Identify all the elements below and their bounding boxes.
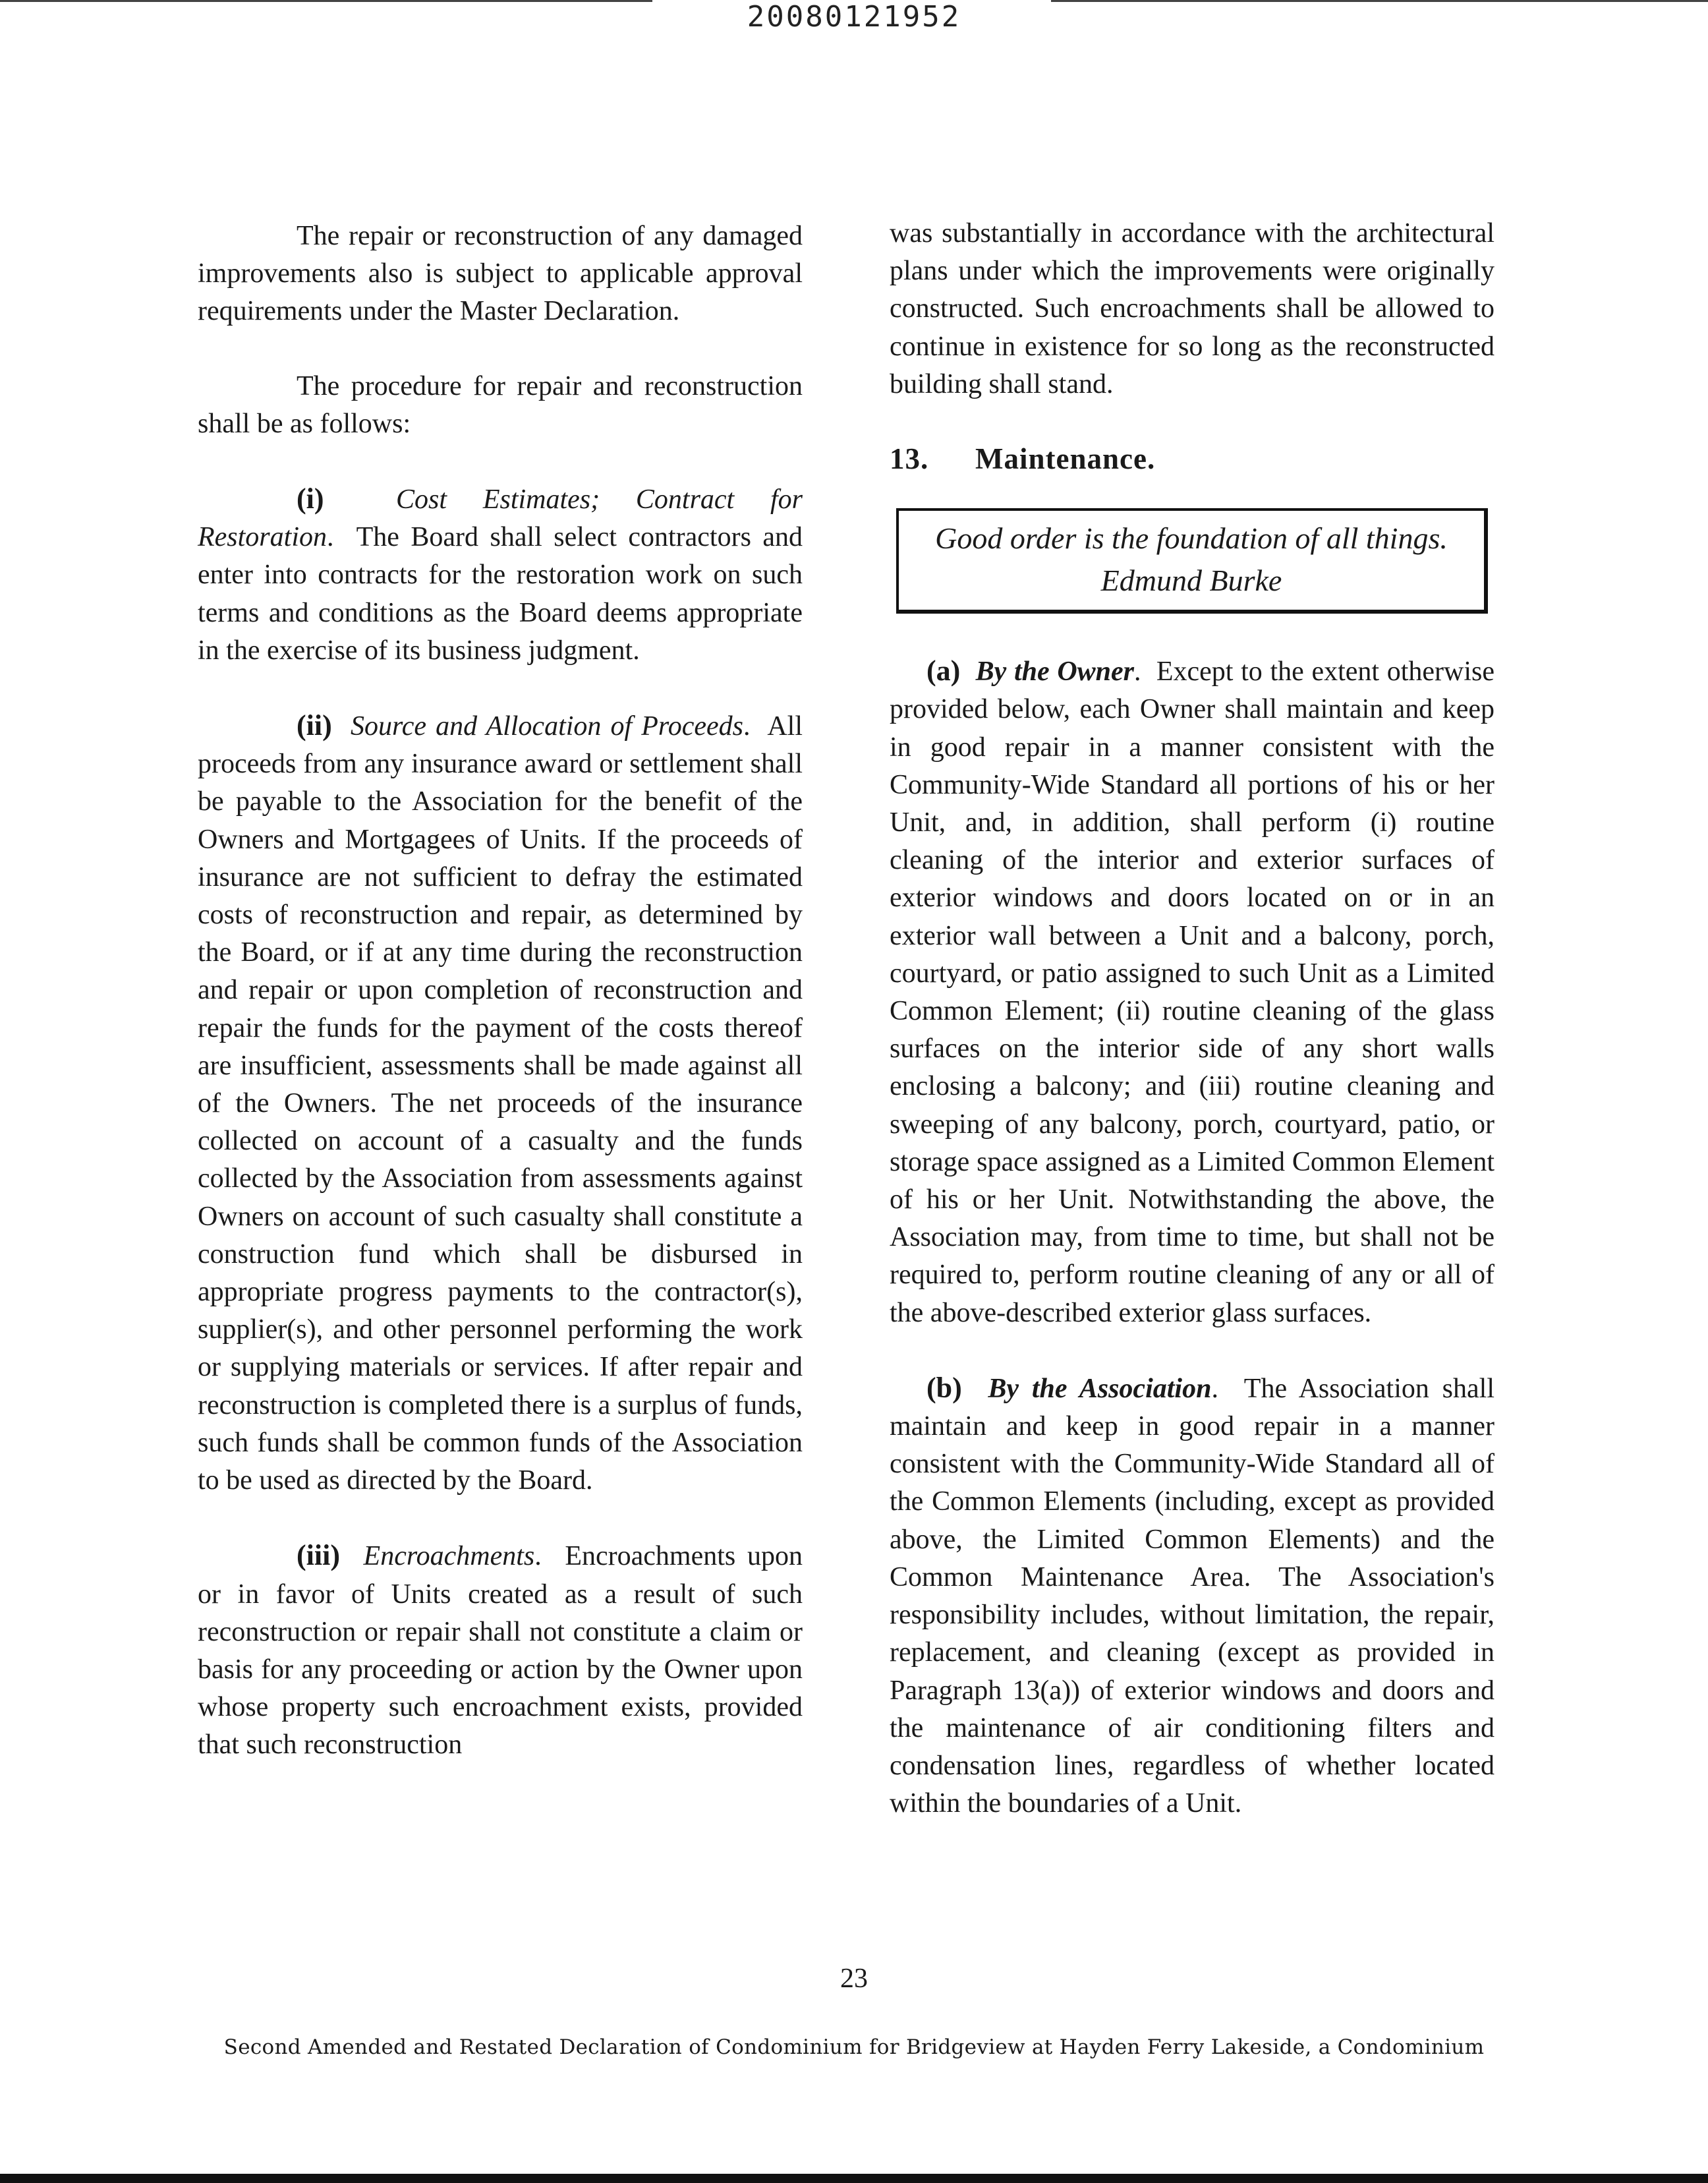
by-association-paragraph: (b) By the Association. The Association shall maintain and keep in good repair in a manner consistent with the Community-Wide Standard all of the Common Elements (including, except as provided above, the Limited Common Elements) and the Common Maintenance Area. The Association's responsibility includes, without limitation, the repair, replacement, and cleaning (except as provided in Paragraph 13(a)) of exterior windows and doors and the maintenance of air conditioning filters and condensation lines, regardless of whether located within the boundaries of a Unit.	[890, 1371, 1495, 1819]
document-footer: Second Amended and Restated Declaration of Condominium for Bridgeview at Hayden Ferry Lakeside, a Condominium	[223, 2035, 1485, 2059]
item-label: (ii)	[297, 709, 332, 742]
item-text: All proceeds from any insurance award or settlement shall be payable to the Association for the benefit of the Owners and Mortgagees of Units. If the proceeds of insurance are not sufficient to defray the estimated costs of reconstruction and repair, as determined by the Board, or if at any time during the reconstruction and repair or upon completion of reconstruction and repair the funds for the payment of the costs thereof are insufficient, assessments shall be made against all of the Owners. The net proceeds of the insurance collected on account of a casualty and the funds collected by the Association from assessments against Owners on account of such casualty shall constitute a construction fund which shall be disbursed in appropriate progress payments to the contractor(s), supplier(s), and other personnel performing the work or supplying materials or services. If after repair and reconstruction is completed there is a surplus of funds, such funds shall be common funds of the Association to be used as directed by the Board.	[198, 711, 803, 1496]
scan-bottom-border	[0, 2174, 1708, 2183]
encroachments-paragraph: (iii) Encroachments. Encroachments upon or in favor of Units created as a result of such reconstruction or repair shall not constitute a claim or basis for any proceeding or action by the Owner upon whose property such encroachment exists, provided that such reconstruction	[198, 1539, 803, 1761]
by-owner-paragraph: (a) By the Owner. Except to the extent otherwise provided below, each Owner shall maintain and keep in good repair in a manner consistent with the Community-Wide Standard all portions of his or her Unit, and, in addition, shall perform (i) routine cleaning of the interior and exterior surfaces of exterior windows and doors located on or in an exterior wall between a Unit and a balcony, porch, courtyard, or patio assigned to such Unit as a Limited Common Element; (ii) routine cleaning of the glass surfaces on the interior side of any short walls enclosing a balcony; and (iii) routine cleaning and sweeping of any balcony, porch, courtyard, patio, or storage space assigned as a Limited Common Element of his or her Unit. Notwithstanding the above, the Association may, from time to time, but shall not be required to, perform routine cleaning of any or all of the above-described exterior glass surfaces.	[890, 655, 1495, 1328]
section-number: 13.	[890, 442, 929, 476]
quote-text: Good order is the foundation of all things.	[935, 521, 1448, 556]
page-number: 23	[840, 1964, 868, 1994]
encroachments-continuation: was substantially in accordance with the architectural plans under which the improvements were originally constructed. Such encroachments shall be allowed to continue in existence for so long as the reconstructed building shall stand.	[890, 218, 1494, 399]
item-text: The Board shall select contractors and enter into contracts for the restoration work on such terms and conditions as the Board deems appropriate in the exercise of its business judgment.	[198, 522, 803, 666]
document-number: 20080121952	[747, 0, 961, 34]
quote-box	[896, 508, 1488, 614]
item-text: Encroachments upon or in favor of Units created as a result of such reconstruction or repair shall not constitute a claim or basis for any proceeding or action by the Owner upon whose property such encroachment exists, provided that such reconstruction	[198, 1541, 803, 1761]
item-title: Source and Allocation of Proceeds	[350, 711, 743, 742]
proceeds-paragraph: (ii) Source and Allocation of Proceeds. All proceeds from any insurance award or settlement shall be payable to the Association for the benefit of the Owners and Mortgagees of Units. If the proceeds of insurance are not sufficient to defray the estimated costs of reconstruction and repair, as determined by the Board, or if at any time during the reconstruction and repair or upon completion of reconstruction and repair the funds for the payment of the costs thereof are insufficient, assessments shall be made against all of the Owners. The net proceeds of the insurance collected on account of a casualty and the funds collected by the Association from assessments against Owners on account of such casualty shall constitute a construction fund which shall be disbursed in appropriate progress payments to the contractor(s), supplier(s), and other personnel performing the work or supplying materials or services. If after repair and reconstruction is completed there is a surplus of funds, such funds shall be common funds of the Association to be used as directed by the Board.	[198, 709, 803, 1496]
quote-author: Edmund Burke	[1100, 564, 1282, 598]
item-title: By the Association	[988, 1373, 1212, 1404]
left-column	[198, 218, 803, 1801]
item-label: (b)	[926, 1371, 962, 1404]
item-title: By the Owner	[975, 656, 1135, 687]
item-title: Encroachments	[363, 1541, 535, 1572]
procedure-intro-paragraph: The procedure for repair and reconstruction shall be as follows:	[198, 370, 803, 439]
item-text: Except to the extent otherwise provided below, each Owner shall maintain and keep in good repair in a manner consistent with the Community-Wide Standard all portions of his or her Unit, and, in addition, shall perform (i) routine cleaning of the interior and exterior surfaces of exterior windows and doors located on or in an exterior wall between a Unit and a balcony, porch, courtyard, or patio assigned to such Unit as a Limited Common Element; (ii) routine cleaning of the glass surfaces on the interior side of any short walls enclosing a balcony; and (iii) routine cleaning and sweeping of any balcony, porch, courtyard, patio, or storage space assigned as a Limited Common Element of his or her Unit. Notwithstanding the above, the Association may, from time to time, but shall not be required to, perform routine cleaning of any or all of the above-described exterior glass surfaces.	[890, 656, 1495, 1328]
right-column	[890, 215, 1494, 1859]
item-label: (iii)	[297, 1539, 340, 1572]
item-title: Cost Estimates; Contract for Restoration	[198, 484, 803, 553]
repair-approval-paragraph: The repair or reconstruction of any damaged improvements also is subject to applicable approval requirements under the Master Declaration.	[198, 221, 803, 327]
item-label: (a)	[926, 655, 961, 687]
item-label: (i)	[297, 482, 324, 515]
section-heading	[890, 440, 1494, 478]
section-title: Maintenance.	[975, 442, 1156, 476]
cost-estimates-paragraph: (i) Cost Estimates; Contract for Restoration. The Board shall select contractors and enter into contracts for the restoration work on such terms and conditions as the Board deems appropriate in the exercise of its business judgment.	[198, 482, 803, 666]
item-text: The Association shall maintain and keep in good repair in a manner consistent with the Community-Wide Standard all of the Common Elements (including, except as provided above, the Limited Common Elements) and the Common Maintenance Area. The Association's responsibility includes, without limitation, the repair, replacement, and cleaning (except as provided in Paragraph 13(a)) of exterior windows and doors and the maintenance of air conditioning filters and condensation lines, regardless of whether located within the boundaries of a Unit.	[890, 1373, 1495, 1819]
